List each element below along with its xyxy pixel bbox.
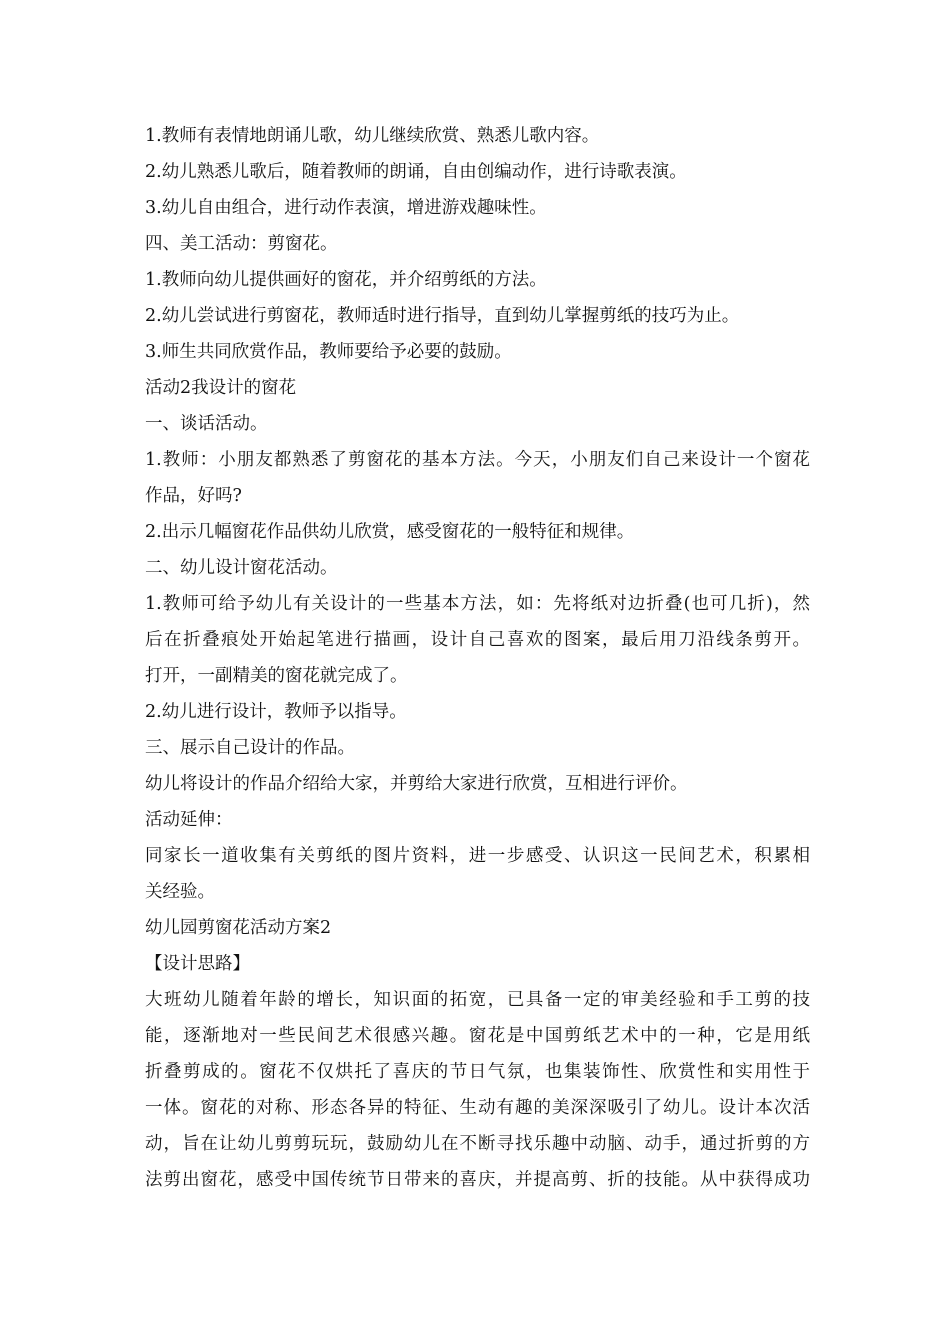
text-line: 法剪出窗花，感受中国传统节日带来的喜庆，并提高剪、折的技能。从中获得成功 — [145, 1170, 810, 1190]
text-line: 2.幼儿尝试进行剪窗花，教师适时进行指导，直到幼儿掌握剪纸的技巧为止。 — [145, 306, 740, 326]
text-line: 3.幼儿自由组合，进行动作表演，增进游戏趣味性。 — [145, 198, 547, 218]
text-line: 1.教师可给予幼儿有关设计的一些基本方法，如：先将纸对边折叠(也可几折)，然 — [145, 594, 810, 614]
text-line: 大班幼儿随着年龄的增长，知识面的拓宽，已具备一定的审美经验和手工剪的技 — [145, 990, 810, 1010]
section-heading: 二、幼儿设计窗花活动。 — [145, 558, 338, 578]
text-line: 作品，好吗? — [145, 486, 242, 506]
section-heading: 活动延伸： — [145, 810, 233, 830]
text-line: 后在折叠痕处开始起笔进行描画，设计自己喜欢的图案，最后用刀沿线条剪开。 — [145, 630, 810, 650]
section-heading: 【设计思路】 — [145, 954, 250, 974]
text-line: 能，逐渐地对一些民间艺术很感兴趣。窗花是中国剪纸艺术中的一种，它是用纸 — [145, 1026, 810, 1046]
text-line: 3.师生共同欣赏作品，教师要给予必要的鼓励。 — [145, 342, 512, 362]
text-line: 2.出示几幅窗花作品供幼儿欣赏，感受窗花的一般特征和规律。 — [145, 522, 635, 542]
section-heading: 三、展示自己设计的作品。 — [145, 738, 355, 758]
section-heading: 四、美工活动：剪窗花。 — [145, 234, 338, 254]
text-line: 打开，一副精美的窗花就完成了。 — [145, 666, 408, 686]
text-line: 一体。窗花的对称、形态各异的特征、生动有趣的美深深吸引了幼儿。设计本次活 — [145, 1098, 810, 1118]
activity-heading: 活动2我设计的窗花 — [145, 378, 297, 398]
document-title: 幼儿园剪窗花活动方案2 — [145, 918, 332, 938]
text-line: 关经验。 — [145, 882, 215, 902]
text-line: 2.幼儿熟悉儿歌后，随着教师的朗诵，自由创编动作，进行诗歌表演。 — [145, 162, 687, 182]
document-body — [145, 118, 810, 1198]
text-line: 折叠剪成的。窗花不仅烘托了喜庆的节日气氛，也集装饰性、欣赏性和实用性于 — [145, 1062, 810, 1082]
text-line: 1.教师向幼儿提供画好的窗花，并介绍剪纸的方法。 — [145, 270, 547, 290]
text-line: 同家长一道收集有关剪纸的图片资料，进一步感受、认识这一民间艺术，积累相 — [145, 846, 810, 866]
text-line: 幼儿将设计的作品介绍给大家，并剪给大家进行欣赏，互相进行评价。 — [145, 774, 688, 794]
text-line: 2.幼儿进行设计，教师予以指导。 — [145, 702, 407, 722]
text-line: 1.教师：小朋友都熟悉了剪窗花的基本方法。今天，小朋友们自己来设计一个窗花 — [145, 450, 810, 470]
text-line: 1.教师有表情地朗诵儿歌，幼儿继续欣赏、熟悉儿歌内容。 — [145, 126, 600, 146]
text-line: 动，旨在让幼儿剪剪玩玩，鼓励幼儿在不断寻找乐趣中动脑、动手，通过折剪的方 — [145, 1134, 810, 1154]
section-heading: 一、谈话活动。 — [145, 414, 268, 434]
